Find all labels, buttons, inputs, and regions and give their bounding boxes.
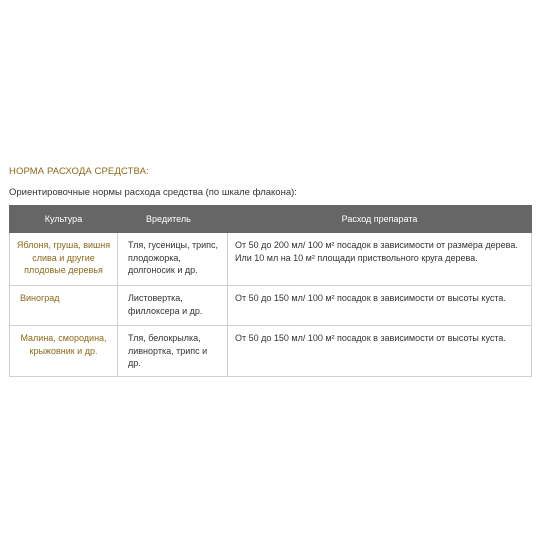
culture-cell: Яблоня, груша, вишня слива и другие плодовые деревья: [10, 233, 118, 286]
rate-cell: От 50 до 150 мл/ 100 м² посадок в зависимости от высоты куста.: [228, 326, 532, 377]
pest-cell: Тля, гусеницы, трипс, плодожорка, долгоносик и др.: [118, 233, 228, 286]
pest-cell: Тля, белокрылка, ливнортка, трипс и др.: [118, 326, 228, 377]
culture-cell: Малина, смородина, крыжовник и др.: [10, 326, 118, 377]
intro-text: Ориентировочные нормы расхода средства (по шкале флакона):: [9, 187, 297, 198]
pest-cell: Листовертка, филлоксера и др.: [118, 286, 228, 326]
culture-cell: Виноград: [10, 286, 118, 326]
section-title: НОРМА РАСХОДА СРЕДСТВА:: [9, 166, 149, 177]
rate-cell: От 50 до 200 мл/ 100 м² посадок в зависимости от размера дерева. Или 10 мл на 10 м² площади приствольного круга дерева.: [228, 233, 532, 286]
usage-rates-table: [9, 205, 532, 377]
table-row: [10, 326, 532, 377]
header-rate: Расход препарата: [228, 206, 532, 233]
header-pest: Вредитель: [118, 206, 228, 233]
table-row: [10, 233, 532, 286]
header-culture: Культура: [10, 206, 118, 233]
table-header-row: [10, 206, 532, 233]
rate-cell: От 50 до 150 мл/ 100 м² посадок в зависимости от высоты куста.: [228, 286, 532, 326]
table-row: [10, 286, 532, 326]
